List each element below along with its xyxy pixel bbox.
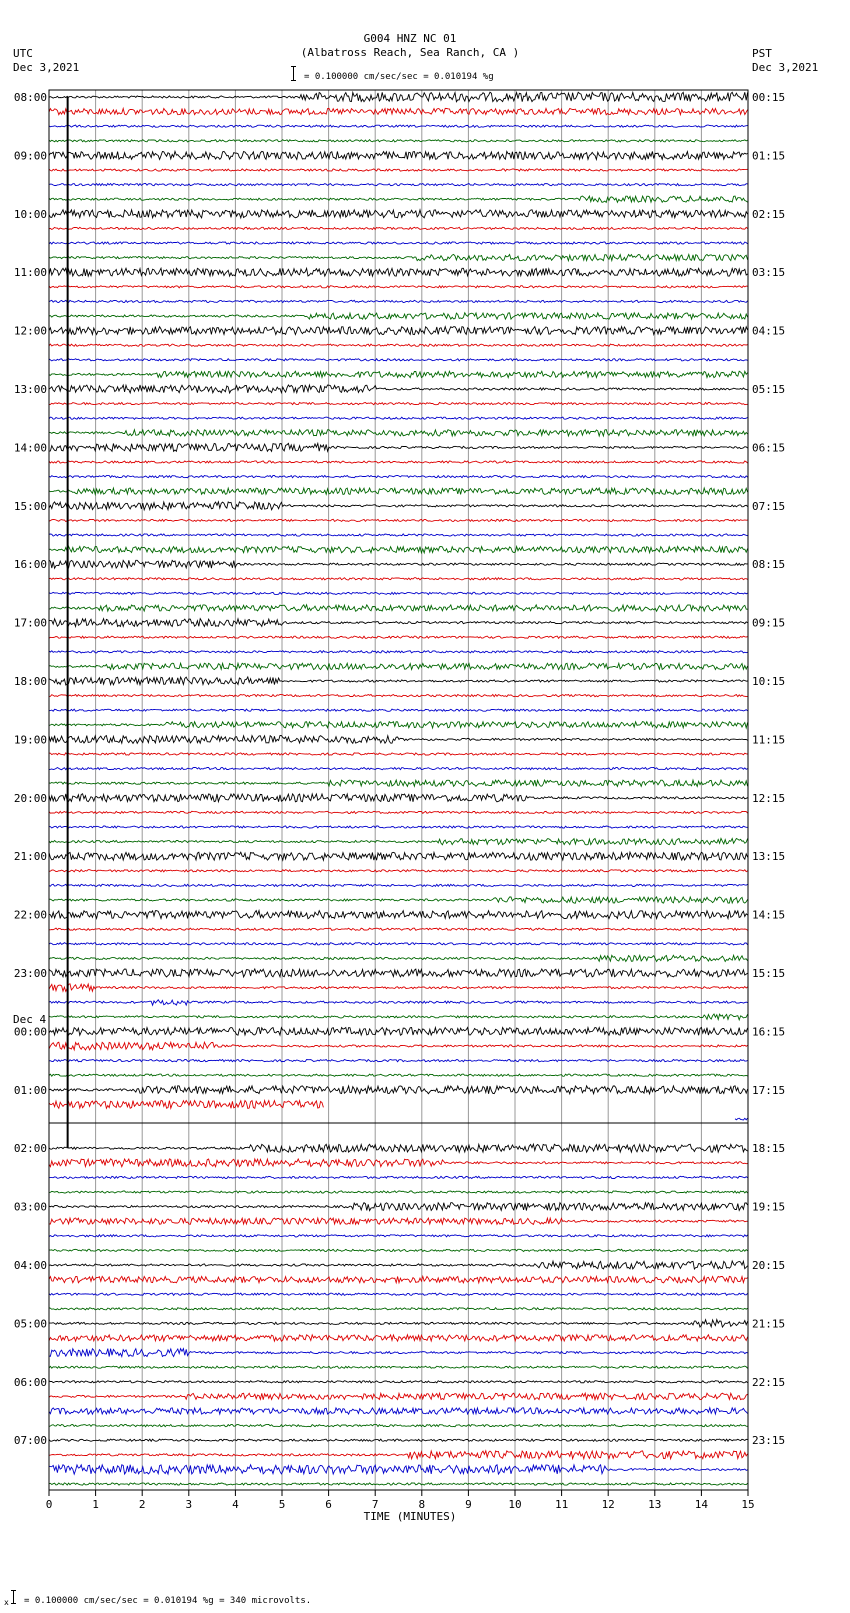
seismic-traces bbox=[49, 92, 748, 1485]
utc-hour-label: 22:00 bbox=[13, 908, 47, 922]
footer-marker-icon: x bbox=[4, 1598, 9, 1607]
trace-22 bbox=[49, 417, 748, 419]
right-timezone: PST bbox=[752, 47, 772, 60]
x-tick-label-7: 7 bbox=[371, 1498, 379, 1511]
pst-hour-label: 08:15 bbox=[752, 558, 786, 572]
footer-scale-bar-icon bbox=[13, 1590, 14, 1604]
trace-23 bbox=[49, 430, 748, 436]
utc-hour-label: 06:00 bbox=[13, 1375, 47, 1389]
trace-56 bbox=[49, 911, 748, 919]
left-date: Dec 3,2021 bbox=[13, 61, 80, 74]
utc-hour-label: 09:00 bbox=[13, 149, 47, 163]
trace-38 bbox=[49, 651, 748, 653]
pst-hour-label: 13:15 bbox=[752, 850, 786, 864]
trace-72 bbox=[49, 1144, 748, 1152]
trace-46 bbox=[49, 768, 748, 770]
x-tick-label-5: 5 bbox=[278, 1498, 286, 1511]
trace-0 bbox=[49, 92, 748, 102]
trace-25 bbox=[49, 461, 748, 463]
trace-89 bbox=[49, 1393, 748, 1399]
trace-45 bbox=[49, 753, 748, 755]
trace-48 bbox=[49, 794, 748, 802]
pst-hour-label: 02:15 bbox=[752, 207, 786, 221]
utc-hour-label: 05:00 bbox=[13, 1317, 47, 1331]
x-tick-label-3: 3 bbox=[185, 1498, 193, 1511]
trace-36 bbox=[49, 619, 748, 627]
trace-63 bbox=[49, 1014, 748, 1020]
pst-hour-label: 20:15 bbox=[752, 1259, 786, 1272]
trace-19 bbox=[49, 371, 748, 377]
trace-49 bbox=[49, 811, 748, 813]
trace-92 bbox=[49, 1439, 748, 1441]
trace-44 bbox=[49, 735, 748, 743]
trace-64 bbox=[49, 1027, 748, 1035]
trace-51 bbox=[49, 838, 748, 844]
scale-caption: = 0.100000 cm/sec/sec = 0.010194 %g bbox=[304, 72, 494, 82]
trace-73 bbox=[49, 1159, 748, 1167]
utc-hour-label: 20:00 bbox=[13, 791, 47, 805]
trace-4 bbox=[49, 151, 748, 159]
x-tick-label-8: 8 bbox=[418, 1498, 426, 1511]
trace-90 bbox=[49, 1408, 748, 1414]
utc-hour-label: 15:00 bbox=[13, 499, 47, 513]
trace-78 bbox=[49, 1235, 748, 1237]
trace-24 bbox=[49, 443, 748, 451]
trace-1 bbox=[49, 108, 748, 114]
trace-81 bbox=[49, 1276, 748, 1282]
trace-3 bbox=[49, 140, 748, 142]
x-tick-label-14: 14 bbox=[694, 1498, 709, 1511]
trace-62 bbox=[49, 1000, 748, 1005]
utc-hour-label: 07:00 bbox=[13, 1434, 47, 1448]
x-tick-label-1: 1 bbox=[92, 1498, 99, 1511]
pst-hour-label: 18:15 bbox=[752, 1142, 786, 1156]
trace-53 bbox=[49, 870, 748, 872]
pst-hour-label: 05:15 bbox=[752, 383, 786, 396]
trace-52 bbox=[49, 852, 748, 860]
trace-26 bbox=[49, 476, 748, 478]
x-tick-label-15: 15 bbox=[741, 1498, 755, 1511]
trace-94 bbox=[49, 1465, 748, 1474]
pst-hour-label: 21:15 bbox=[752, 1317, 786, 1331]
trace-30 bbox=[49, 534, 748, 536]
pst-hour-label: 23:15 bbox=[752, 1434, 786, 1448]
pst-hour-label: 11:15 bbox=[752, 733, 786, 747]
x-tick-label-0: 0 bbox=[45, 1498, 53, 1511]
trace-83 bbox=[49, 1308, 748, 1310]
pst-hour-label: 15:15 bbox=[752, 967, 786, 980]
station-title: G004 HNZ NC 01 bbox=[363, 32, 457, 45]
trace-11 bbox=[49, 254, 748, 260]
trace-15 bbox=[49, 313, 748, 319]
trace-95 bbox=[49, 1483, 748, 1485]
trace-87 bbox=[49, 1366, 748, 1368]
trace-5 bbox=[49, 169, 748, 171]
trace-85 bbox=[49, 1335, 748, 1341]
trace-79 bbox=[49, 1249, 748, 1251]
trace-80 bbox=[49, 1261, 748, 1269]
pst-hour-label: 19:15 bbox=[752, 1200, 786, 1214]
utc-hour-label: 08:00 bbox=[13, 91, 47, 104]
trace-6 bbox=[49, 184, 748, 186]
trace-8 bbox=[49, 210, 748, 218]
trace-10 bbox=[49, 242, 748, 244]
pst-hour-label: 10:15 bbox=[752, 675, 786, 688]
trace-37 bbox=[49, 636, 748, 638]
trace-27 bbox=[49, 488, 748, 494]
trace-12 bbox=[49, 268, 748, 276]
pst-hour-label: 14:15 bbox=[752, 908, 786, 922]
trace-42 bbox=[49, 709, 748, 711]
utc-hour-label: 21:00 bbox=[13, 850, 47, 864]
trace-84 bbox=[49, 1320, 748, 1328]
trace-76 bbox=[49, 1203, 748, 1211]
pst-hour-label: 16:15 bbox=[752, 1025, 786, 1039]
utc-hour-label: 12:00 bbox=[13, 324, 47, 338]
pst-hour-label: 09:15 bbox=[752, 616, 786, 630]
trace-21 bbox=[49, 403, 748, 405]
trace-9 bbox=[49, 227, 748, 229]
left-timezone: UTC bbox=[13, 47, 33, 60]
trace-58 bbox=[49, 943, 748, 945]
trace-68 bbox=[49, 1086, 748, 1094]
trace-74 bbox=[49, 1176, 748, 1178]
trace-43 bbox=[49, 722, 748, 728]
trace-66 bbox=[49, 1060, 748, 1062]
pst-hour-label: 00:15 bbox=[752, 91, 786, 104]
utc-hour-label: 10:00 bbox=[13, 207, 47, 221]
trace-47 bbox=[49, 780, 748, 786]
pst-hour-label: 01:15 bbox=[752, 149, 786, 163]
trace-16 bbox=[49, 327, 748, 335]
trace-39 bbox=[49, 663, 748, 669]
time-axis bbox=[13, 90, 785, 1523]
trace-54 bbox=[49, 884, 748, 886]
pst-hour-label: 07:15 bbox=[752, 499, 786, 513]
trace-59 bbox=[49, 955, 748, 961]
x-tick-label-12: 12 bbox=[601, 1498, 615, 1511]
utc-hour-label: 23:00 bbox=[13, 967, 47, 980]
trace-77 bbox=[49, 1218, 748, 1224]
x-tick-label-13: 13 bbox=[648, 1498, 662, 1511]
trace-2 bbox=[49, 125, 748, 127]
x-tick-label-6: 6 bbox=[325, 1498, 332, 1511]
utc-hour-label: 17:00 bbox=[13, 616, 47, 630]
utc-hour-label: 02:00 bbox=[13, 1142, 47, 1156]
x-tick-label-9: 9 bbox=[465, 1498, 472, 1511]
trace-14 bbox=[49, 300, 748, 302]
trace-32 bbox=[49, 560, 748, 568]
trace-35 bbox=[49, 605, 748, 611]
utc-hour-label: 11:00 bbox=[13, 266, 47, 280]
trace-40 bbox=[49, 677, 748, 685]
station-location: (Albatross Reach, Sea Ranch, CA ) bbox=[300, 46, 520, 59]
footer-scale-note: = 0.100000 cm/sec/sec = 0.010194 %g = 340 microvolts. bbox=[24, 1596, 312, 1606]
pst-hour-label: 12:15 bbox=[752, 791, 786, 805]
x-tick-label-10: 10 bbox=[508, 1498, 522, 1511]
utc-hour-label: 18:00 bbox=[13, 675, 47, 688]
trace-7 bbox=[49, 196, 748, 202]
pst-hour-label: 04:15 bbox=[752, 324, 786, 338]
trace-70 bbox=[735, 1118, 748, 1120]
utc-hour-label: 01:00 bbox=[13, 1083, 47, 1097]
utc-hour-label: 16:00 bbox=[13, 558, 47, 572]
trace-65 bbox=[49, 1042, 748, 1050]
trace-60 bbox=[49, 969, 748, 977]
trace-55 bbox=[49, 897, 748, 903]
x-tick-label-11: 11 bbox=[554, 1498, 569, 1511]
trace-50 bbox=[49, 826, 748, 828]
trace-93 bbox=[49, 1451, 748, 1459]
trace-28 bbox=[49, 502, 748, 510]
x-tick-label-2: 2 bbox=[138, 1498, 146, 1511]
utc-hour-label: 03:00 bbox=[13, 1200, 47, 1214]
utc-hour-label: 13:00 bbox=[13, 383, 47, 396]
trace-13 bbox=[49, 286, 748, 288]
trace-88 bbox=[49, 1381, 748, 1383]
utc-hour-label: 04:00 bbox=[13, 1259, 47, 1272]
utc-hour-label: 00:00 bbox=[13, 1025, 47, 1039]
pst-hour-label: 17:15 bbox=[752, 1083, 786, 1097]
trace-57 bbox=[49, 928, 748, 930]
trace-33 bbox=[49, 578, 748, 580]
scale-bar-icon bbox=[293, 66, 294, 81]
trace-29 bbox=[49, 519, 748, 521]
date-change-label: Dec 4 bbox=[13, 1012, 47, 1026]
trace-86 bbox=[49, 1349, 748, 1357]
x-axis-label: TIME (MINUTES) bbox=[363, 1510, 457, 1523]
trace-67 bbox=[49, 1074, 748, 1076]
trace-75 bbox=[49, 1191, 748, 1193]
trace-17 bbox=[49, 344, 748, 346]
pst-hour-label: 03:15 bbox=[752, 266, 786, 280]
pst-hour-label: 06:15 bbox=[752, 441, 786, 455]
trace-31 bbox=[49, 546, 748, 552]
trace-91 bbox=[49, 1425, 748, 1427]
utc-hour-label: 19:00 bbox=[13, 733, 47, 747]
trace-34 bbox=[49, 592, 748, 594]
trace-41 bbox=[49, 695, 748, 697]
trace-61 bbox=[49, 984, 748, 992]
trace-20 bbox=[49, 385, 748, 393]
pst-hour-label: 22:15 bbox=[752, 1375, 786, 1389]
right-date: Dec 3,2021 bbox=[752, 61, 819, 74]
trace-82 bbox=[49, 1293, 748, 1295]
trace-18 bbox=[49, 359, 748, 361]
x-tick-label-4: 4 bbox=[232, 1498, 239, 1511]
utc-hour-label: 14:00 bbox=[13, 441, 47, 455]
